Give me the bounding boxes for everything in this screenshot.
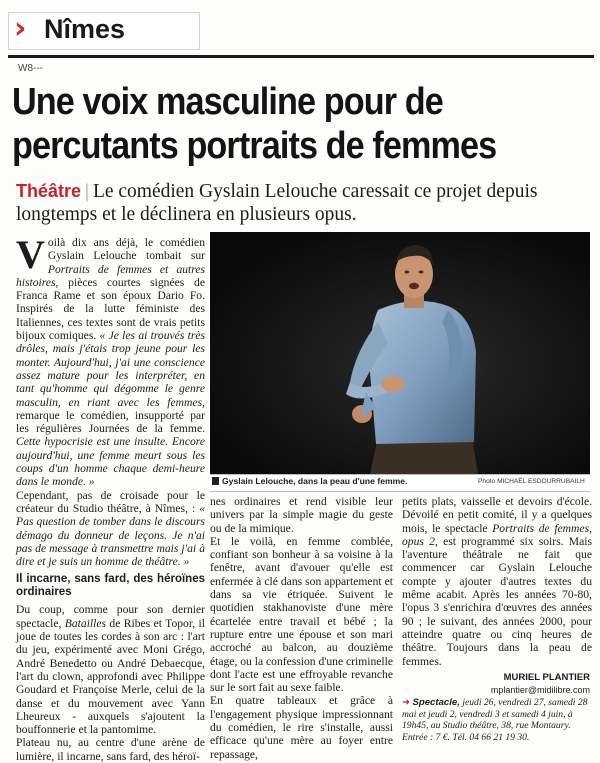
text-run: , est programmé six soirs. Mais l'aventure théâtrale ne fait que commencer car Gyslain Lelouche compte y ajouter d'autres textes du même acabit. Après les années 70-80, l'opus 3 s'enrichira d'œuvres des années 90 ; le suivant, des années 2000, pour atteindre quatre ou cinq heures de théâtre. Toujours dans la peau de femmes. (402, 534, 592, 668)
show-title: Batailles (64, 616, 107, 630)
kicker (16, 180, 600, 226)
quote: Cette hypocrisie est une insulte. Encore aujourd'hui, une femme meurt sous les coups d'un homme chaque demi-heure dans le monde. » (16, 435, 205, 489)
drop-cap: V (16, 232, 45, 277)
arrow-right-icon: ➜ (402, 697, 411, 708)
photo-caption: Gyslain Lelouche, dans la peau d'une femme. (222, 476, 408, 486)
paragraph (16, 489, 205, 569)
article-column-1 (16, 232, 205, 763)
kicker-separator: | (85, 181, 89, 202)
kicker-label: Théâtre (16, 181, 82, 201)
section-title: Nîmes (44, 14, 126, 44)
text-run: , pièces courtes signées de Franca Rame et son époux Dario Fo. Inspirés de la lutte féministe des Italiennes, ces textes sont de vrais petits bijoux comiques. (16, 275, 205, 343)
text-run: petits plats, vaisselle et devoirs d'école. Dévoilé en petit comité, il y a quelques mois, le spectacle (402, 495, 592, 535)
article-column-2 (210, 495, 393, 761)
text-run: Cependant, pas de croisade pour le créateur du Studio théâtre, à Nîmes, : (16, 488, 205, 515)
quote: « Pas question de tomber dans le discours démago du donneur de leçons. Je n'ai pas de message à transmettre mais j'ai à dire et je suis un homme de théâtre. » (16, 501, 205, 569)
paragraph (16, 603, 205, 736)
header-rule (8, 55, 594, 58)
photo-credit: Photo MICHAËL ESDOURRUBAILH (478, 478, 585, 485)
page-reference: W8--- (18, 63, 43, 74)
kicker-text: Le comédien Gyslain Lelouche caressait ce projet depuis longtemps et le déclinera en plusieurs opus. (16, 181, 538, 225)
actor-photo-illustration (210, 232, 590, 474)
subheading: Il incarne, sans fard, des héroïnes ordinaires (16, 573, 205, 599)
article-column-3 (402, 495, 592, 668)
text-run: de Ribes et Topor, il joue de toutes les cordes à son arc : l'art du jeu, expérimenté avec Moni Grégo, André Benedetto ou André Debaecque, l'art du clown, approfondi avec Philippe Goudard et Françoise Merle, celui de la danse et du mouvement avec Yann Lheureux - auxquels s'ajoutent la bouffonnerie et la pantomime. (16, 616, 205, 737)
event-info-text: jeudi 26, vendredi 27, samedi 28 mai et jeudi 2, vendredi 3 et samedi 4 juin, à 19h45, au Studio théâtre, 38, rue Montaury. Entrée : 7 €. Tél. 04 66 21 19 30. (402, 697, 588, 743)
paragraph: Plateau nu, au centre d'une arène de lumière, il incarne, sans fard, des héroï- (16, 736, 205, 763)
author-email: mplantier@midilibre.com (490, 685, 590, 695)
text-run: Du coup, comme pour son dernier spectacle, (16, 603, 205, 630)
author-byline: MURIEL PLANTIER (503, 672, 590, 683)
event-info (402, 697, 592, 743)
paragraph: Et le voilà, en femme comblée, confiant son bonheur à sa voisine à la fenêtre, avant d'avouer qu'elle est enfermée à clé dans son appartement et dans sa vie étriquée. Suivent le quotidien stakhanoviste d'une mère écartelée entre travail et bébé ; la rupture entre une épouse et son mari accroché au balcon, au douzième étage, ou la confession d'une criminelle dont l'acte est une effroyable revanche sur le sort fait au sexe faible. (210, 534, 394, 695)
book-title: Portraits de femmes et autres histoires (16, 262, 205, 289)
article-photo (210, 232, 590, 474)
show-title: Portraits de femmes, opus 2 (402, 521, 592, 548)
paragraph: En quatre tableaux et grâce à l'engagement physique impressionnant du comédien, le rire s'installe, aussi efficace qu'une mère au foyer entre repassage, (210, 694, 393, 761)
event-info-label: Spectacle, (412, 697, 460, 708)
headline: Une voix masculine pour de percutants portraits de femmes (12, 81, 497, 167)
caption-square-icon (212, 477, 219, 485)
text-run: oilà dix ans déjà, le comédien Gyslain Lelouche tombait sur (47, 236, 205, 263)
quote: « Je les ai trouvés très drôles, mais j'étais trop jeune pour les monter. Aujourd'hui, j'ai une conscience assez mature pour les interpréter, en tant qu'homme qui dégomme le genre masculin, en riant avec les femmes (16, 329, 205, 409)
paragraph (16, 232, 205, 489)
chevron-right-icon: › (14, 11, 27, 46)
text-run: , remarque le comédien, insupporté par les régulières Journées de la femme. (16, 395, 205, 436)
paragraph (402, 495, 592, 668)
paragraph: nes ordinaires et rend visible leur univers par la simple magie du geste ou de la mimique. (210, 495, 393, 535)
